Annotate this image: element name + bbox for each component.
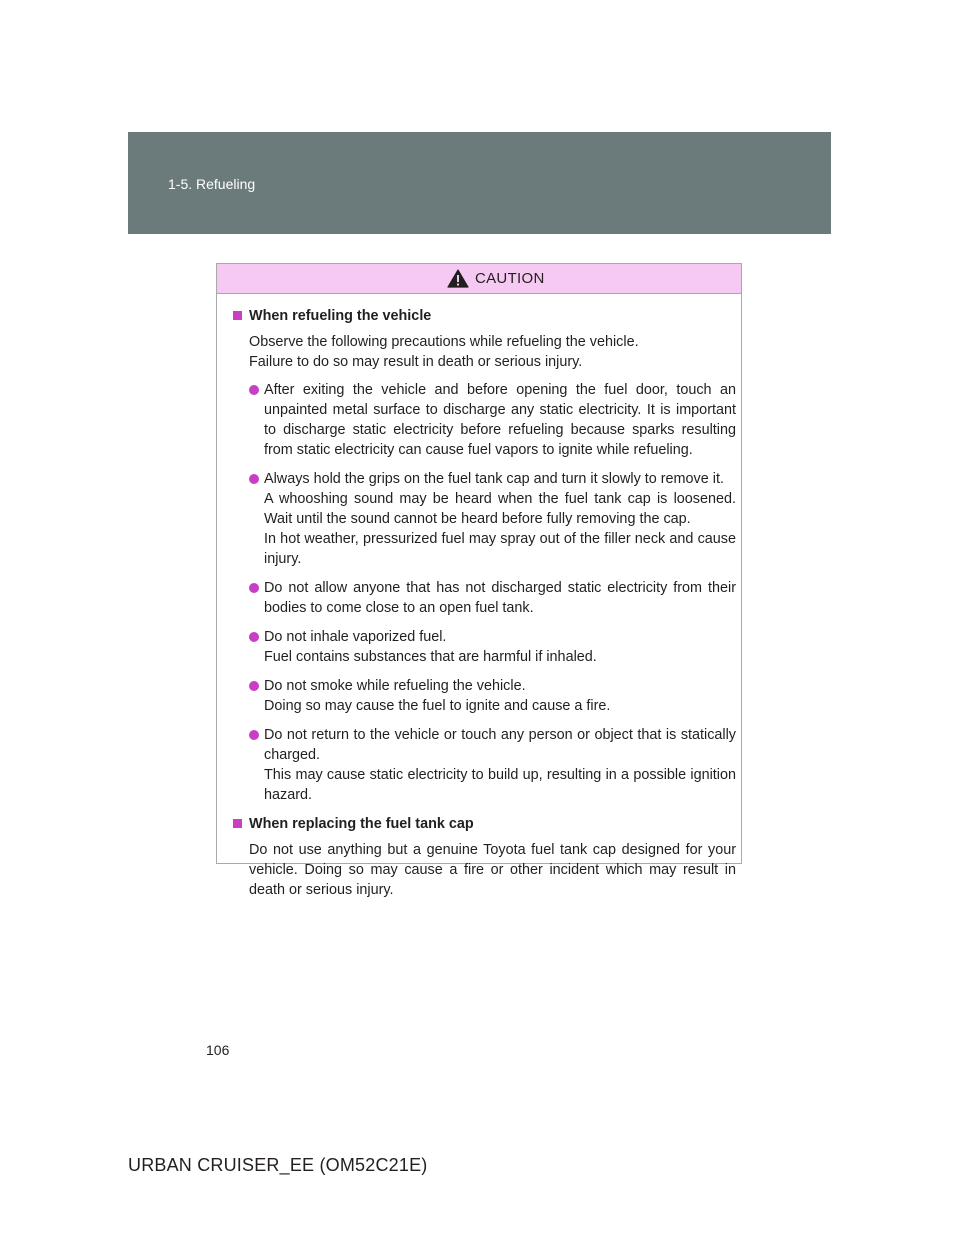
round-bullet-icon	[249, 730, 259, 740]
section-intro: Do not use anything but a genuine Toyota fuel tank cap designed for your vehicle. Doing so may cause a fire or other incident which may result in death or serious injury.	[249, 842, 736, 898]
footer-model: URBAN CRUISER_EE (OM52C21E)	[128, 1155, 428, 1175]
page-number: 106	[206, 1042, 230, 1058]
caution-header	[217, 264, 741, 294]
list-item: Always hold the grips on the fuel tank cap and turn it slowly to remove it. A whooshing sound may be heard when the fuel tank cap is loosened. Wait until the sound cannot be heard before fully removing the cap. In hot weather, pressurized fuel may spray out of the filler neck and cause injury.	[249, 469, 736, 569]
square-bullet-icon	[233, 311, 242, 320]
caution-title: CAUTION	[475, 270, 545, 287]
caution-box	[216, 263, 742, 898]
round-bullet-icon	[249, 385, 259, 395]
list-item: Do not return to the vehicle or touch any person or object that is statically charged. This may cause static electricity to build up, resulting in a possible ignition hazard.	[249, 725, 736, 805]
list-item: Do not inhale vaporized fuel. Fuel contains substances that are harmful if inhaled.	[249, 627, 736, 667]
precaution-list	[249, 380, 736, 805]
round-bullet-icon	[249, 632, 259, 642]
round-bullet-icon	[249, 583, 259, 593]
list-item: Do not allow anyone that has not discharged static electricity from their bodies to come close to an open fuel tank.	[249, 578, 736, 618]
round-bullet-icon	[249, 681, 259, 691]
section-label: 1-5. Refueling	[168, 176, 256, 192]
warning-triangle-icon	[447, 269, 469, 288]
section-intro: Observe the following precautions while refueling the vehicle. Failure to do so may result in death or serious injury.	[249, 334, 639, 370]
section-heading: When refueling the vehicle	[233, 306, 736, 326]
section-heading: When replacing the fuel tank cap	[233, 814, 736, 834]
header-band	[128, 132, 831, 234]
caution-body	[217, 294, 741, 900]
square-bullet-icon	[233, 819, 242, 828]
list-item: Do not smoke while refueling the vehicle. Doing so may cause the fuel to ignite and cause a fire.	[249, 676, 736, 716]
list-item: After exiting the vehicle and before opening the fuel door, touch an unpainted metal surface to discharge any static electricity. It is important to discharge static electricity before refueling because sparks resulting from static electricity can cause fuel vapors to ignite while refueling.	[249, 380, 736, 460]
section-cap	[233, 814, 736, 900]
round-bullet-icon	[249, 474, 259, 484]
